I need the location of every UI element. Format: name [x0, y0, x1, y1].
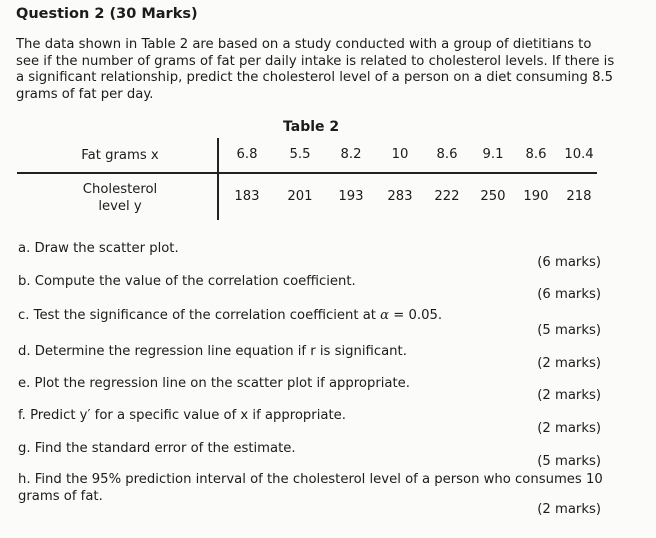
- x-value-cell: 8.2: [340, 147, 362, 162]
- question-c-text: c. Test the significance of the correlation coefficient at: [18, 308, 381, 323]
- table-title: Table 2: [283, 119, 340, 135]
- question-b: b. Compute the value of the correlation coefficient.: [18, 274, 356, 289]
- row-label-cholesterol-line2: level y: [98, 199, 142, 214]
- marks-g: (5 marks): [537, 454, 601, 469]
- y-value-cell: 201: [287, 189, 313, 204]
- y-value-cell: 283: [387, 189, 413, 204]
- y-value-cell: 190: [523, 189, 549, 204]
- marks-d: (2 marks): [537, 356, 601, 371]
- marks-b: (6 marks): [537, 287, 601, 302]
- x-value-cell: 5.5: [289, 147, 311, 162]
- x-value-cell: 10: [391, 147, 409, 162]
- x-value-cell: 6.8: [236, 147, 258, 162]
- x-value-cell: 10.4: [564, 147, 594, 162]
- row-label-cholesterol: [60, 181, 180, 215]
- marks-f: (2 marks): [537, 421, 601, 436]
- question-d: d. Determine the regression line equation if r is significant.: [18, 344, 407, 359]
- question-g: g. Find the standard error of the estimate.: [18, 441, 296, 456]
- question-c: [18, 307, 608, 324]
- question-h: h. Find the 95% prediction interval of the cholesterol level of a person who consumes 10 grams of fat.: [18, 472, 603, 504]
- y-value-cell: 250: [480, 189, 506, 204]
- marks-c: (5 marks): [537, 323, 601, 338]
- marks-e: (2 marks): [537, 388, 601, 403]
- table-vertical-divider: [217, 138, 219, 220]
- table-horizontal-divider: [17, 172, 597, 174]
- question-e: e. Plot the regression line on the scatter plot if appropriate.: [18, 376, 410, 391]
- y-value-cell: 193: [338, 189, 364, 204]
- alpha-symbol: α: [380, 308, 390, 323]
- question-a: a. Draw the scatter plot.: [18, 241, 179, 256]
- marks-h: (2 marks): [537, 502, 601, 517]
- marks-a: (6 marks): [537, 255, 601, 270]
- row-label-fat: Fat grams x: [81, 148, 159, 163]
- question-intro: The data shown in Table 2 are based on a study conducted with a group of dietitians to see if the number of grams of fat per daily intake is related to cholesterol levels. If there is a significant relationship, predict the cholesterol level of a person on a diet consuming 8.5 grams of fat per day.: [16, 37, 615, 102]
- x-value-cell: 8.6: [525, 147, 547, 162]
- row-label-cholesterol-line1: Cholesterol: [82, 182, 158, 197]
- y-value-cell: 183: [234, 189, 260, 204]
- x-value-cell: 9.1: [482, 147, 504, 162]
- x-value-cell: 8.6: [436, 147, 458, 162]
- question-c-text-end: = 0.05.: [389, 308, 443, 323]
- y-value-cell: 218: [566, 189, 592, 204]
- y-value-cell: 222: [434, 189, 460, 204]
- question-title: Question 2 (30 Marks): [16, 6, 198, 22]
- question-f: f. Predict y′ for a specific value of x if appropriate.: [18, 408, 346, 423]
